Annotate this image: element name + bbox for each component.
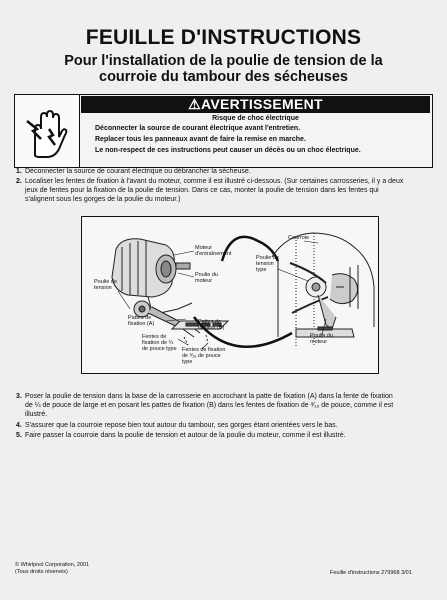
label-slots-three-sixteenth (182, 347, 225, 365)
step-text: S'assurer que la courroie repose bien tout autour du tambour, ses gorges étant orientées vers le bas. (25, 422, 338, 429)
warning-line: Déconnecter la source de courant électrique avant l'entretien. (95, 125, 301, 132)
label-line: moteur (195, 278, 213, 284)
label-line: fixation (A) (128, 321, 155, 327)
label-line: Courroie (288, 235, 310, 241)
diagram-drawing (82, 217, 378, 373)
label-line: fixation de ¼ (142, 340, 174, 346)
warning-line: Replacer tous les panneaux avant de faire la remise en marche. (95, 136, 306, 143)
step-number: 4. (16, 422, 22, 429)
step-1 (16, 167, 431, 176)
label-line: Poulie de (94, 279, 117, 285)
step-5 (16, 431, 436, 440)
step-4 (16, 421, 436, 430)
copyright-line: © Whirlpool Corporation, 2001 (15, 562, 90, 568)
label-tabs-a (128, 315, 154, 327)
warning-subheading: Risque de choc électrique (212, 115, 299, 122)
label-line: fixation (B) (198, 325, 225, 331)
label-line: Poulie du (195, 272, 218, 278)
step-text: illustré. (25, 411, 48, 418)
label-line: type (182, 359, 193, 365)
label-line: d'entraînement (195, 251, 232, 257)
step-number: 2. (16, 178, 22, 185)
label-line: Fentes de (142, 334, 167, 340)
page-title: FEUILLE D'INSTRUCTIONS (85, 26, 362, 49)
step-number: 5. (16, 432, 22, 439)
step-text: s'alignent sous les gorges de la poulie du moteur.) (25, 196, 181, 203)
step-text: Poser la poulie de tension dans la base de la carrosserie en accrochant la patte de fixation (A) dans la fente de fixation (25, 393, 393, 400)
step-number: 1. (16, 168, 22, 175)
label-line: de pouce type (142, 346, 177, 352)
label-tension-pulley-right (256, 255, 279, 273)
step-text: jeux de fentes pour la fixation de la poulie de tension. Dans ce cas, monter la poulie de tension dans les fentes qui (25, 187, 379, 194)
subtitle-line-1: Pour l'installation de la poulie de tension de la (64, 53, 383, 69)
document-reference: Feuille d'instructions 279968 3/01 (330, 570, 412, 576)
copyright-line: (Tous droits réservés) (15, 569, 68, 575)
step-text: de ¼ de pouce de large et en posant les pattes de fixation (B) dans les fentes de fixation de ³⁄₁₆ de pouce, comme il est (25, 402, 394, 409)
label-motor-pulley-right (310, 333, 333, 345)
copyright (15, 562, 89, 576)
label-belt (288, 235, 309, 241)
label-line: Poulie du (310, 333, 333, 339)
step-text: Localiser les fentes de fixation à l'avant du moteur, comme il est illustré ci-dessous. (Sur certaines carrosseries, il y a deux (25, 178, 404, 185)
label-line: Moteur (195, 245, 213, 251)
label-line: Fentes de fixation (182, 347, 226, 353)
label-line: Pattes de (198, 319, 222, 325)
label-motor-pulley-left (195, 272, 218, 284)
label-motor-drive (195, 245, 232, 257)
label-slots-quarter (142, 334, 177, 352)
step-number: 3. (16, 393, 22, 400)
step-3 (16, 392, 436, 419)
subtitle-line-2: courroie du tambour des sécheuses (99, 69, 348, 85)
label-line: tension (94, 285, 112, 291)
step-2 (16, 177, 436, 204)
label-line: tension (256, 261, 274, 267)
warning-line: Le non-respect de ces instructions peut causer un décès ou un choc électrique. (95, 147, 361, 154)
warning-box (14, 94, 433, 168)
electric-shock-hand-icon (15, 95, 80, 167)
step-text: Faire passer la courroie dans la poulie de tension et autour de la poulie du moteur, comme il est illustré. (25, 432, 346, 439)
label-line: type (256, 267, 267, 273)
installation-diagram (81, 216, 379, 374)
step-text: Déconnecter la source de courant électrique ou débrancher la sécheuse. (25, 168, 251, 175)
warning-heading: ⚠AVERTISSEMENT (81, 96, 430, 113)
label-line: Poulie de (256, 255, 279, 261)
label-line: Pattes de (128, 315, 152, 321)
label-tension-pulley-left (94, 279, 117, 291)
page-subtitle (0, 53, 447, 85)
label-line: moteur (310, 339, 328, 345)
label-line: de ³⁄₁₆ de pouce (182, 353, 221, 359)
label-tabs-b (198, 319, 224, 331)
